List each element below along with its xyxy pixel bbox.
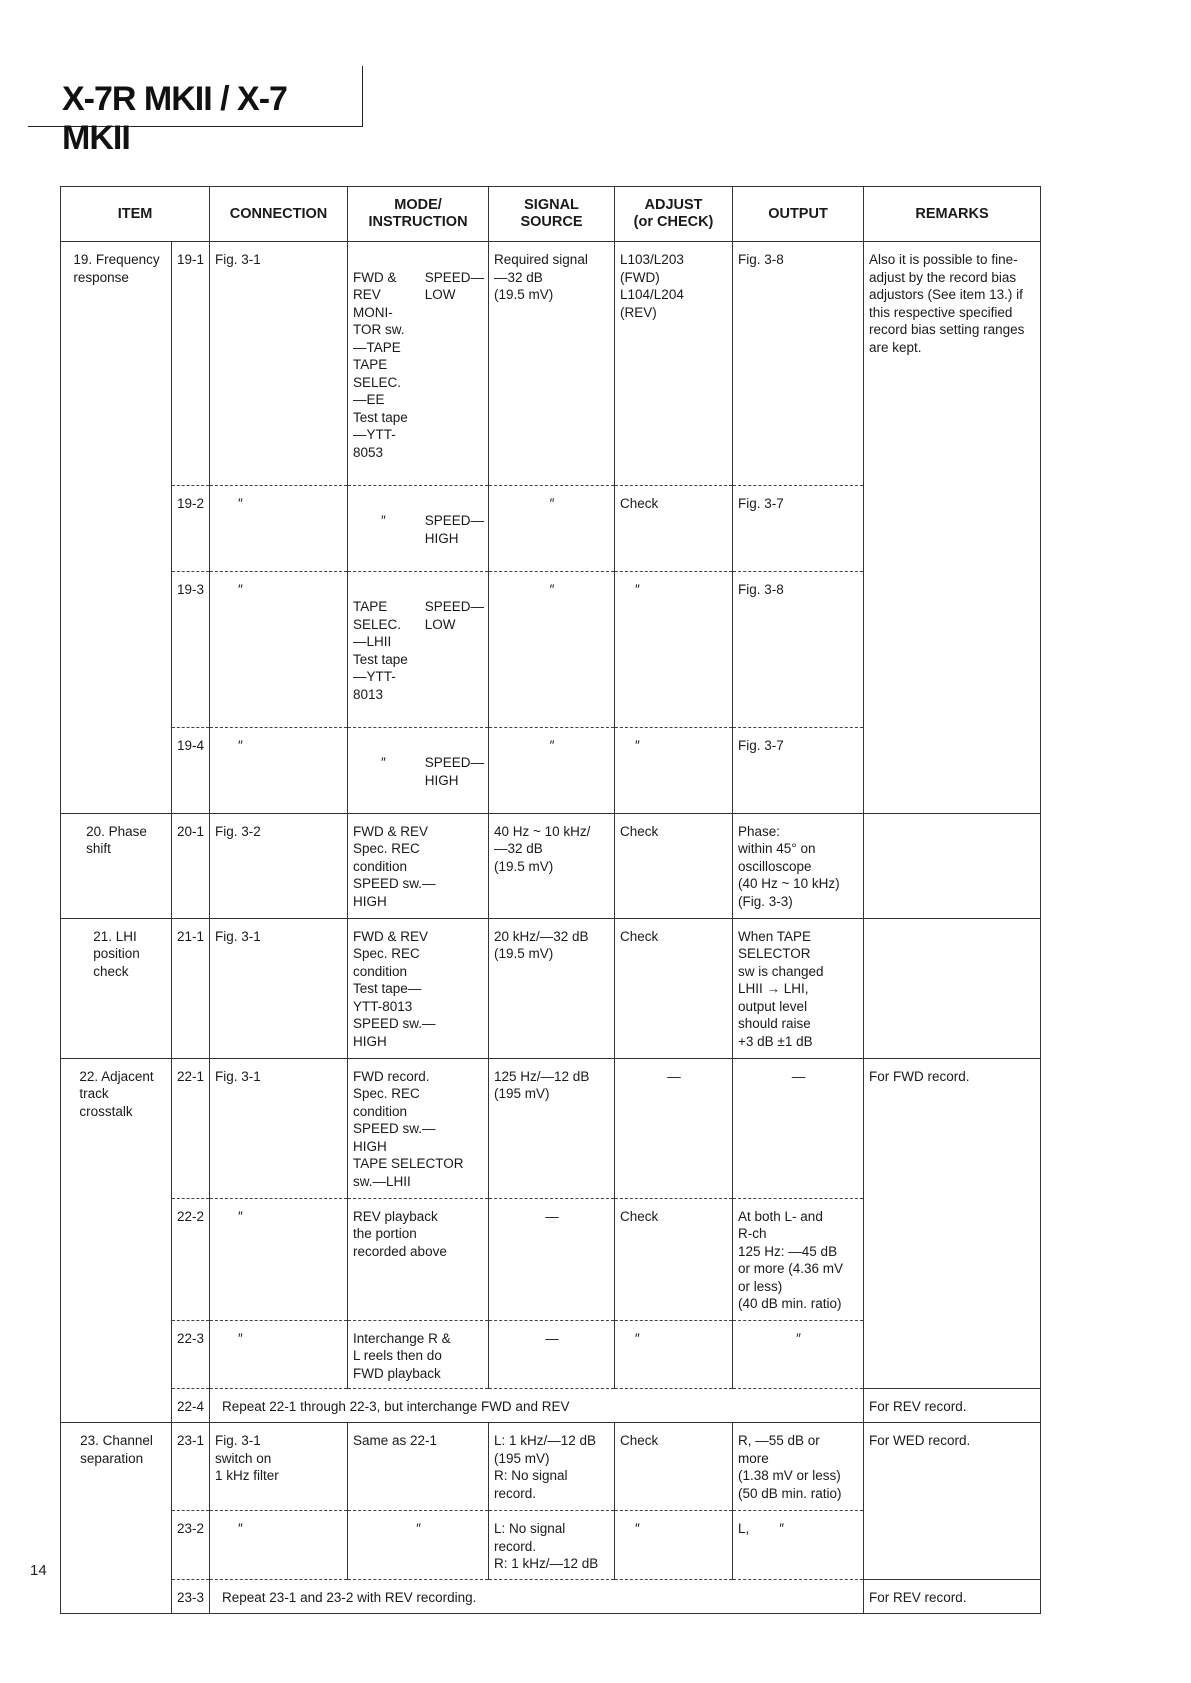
item-cell [61, 242, 172, 814]
remarks-cell: For REV record. [864, 1389, 1041, 1423]
mode-cell [348, 571, 489, 727]
col-connection: CONNECTION [210, 187, 348, 242]
step-number: 23-3 [172, 1579, 210, 1613]
item-cell [61, 1423, 172, 1614]
output-cell: Fig. 3-7 [733, 485, 864, 571]
speed-text: SPEED— HIGH [424, 513, 485, 546]
mode-text: ″ [381, 513, 386, 528]
output-cell: Fig. 3-8 [733, 242, 864, 486]
col-output: OUTPUT [733, 187, 864, 242]
connection-cell: ″ [210, 1511, 348, 1580]
mode-cell: FWD & REV Spec. REC condition SPEED sw.— HIGH [348, 813, 489, 918]
connection-cell: ″ [210, 1320, 348, 1389]
page-number: 14 [30, 1562, 47, 1579]
signal-cell: 20 kHz/—32 dB (19.5 mV) [489, 918, 615, 1058]
table-row [61, 242, 1041, 486]
connection-cell: ″ [210, 1198, 348, 1320]
table-row [61, 813, 1041, 918]
remarks-cell [864, 918, 1041, 1058]
signal-cell: L: No signal record. R: 1 kHz/—12 dB [489, 1511, 615, 1580]
signal-cell: ″ [489, 727, 615, 813]
signal-cell: — [489, 1320, 615, 1389]
speed-text: SPEED— LOW [424, 269, 485, 302]
step-number: 22-1 [172, 1058, 210, 1198]
speed-text: SPEED— LOW [424, 599, 485, 632]
output-cell: ″ [733, 1320, 864, 1389]
adjust-cell: Check [615, 485, 733, 571]
adjust-cell: Check [615, 1423, 733, 1511]
col-adjust: ADJUST (or CHECK) [615, 187, 733, 242]
item-label: 21. LHI position check [93, 928, 140, 979]
step-number: 19-1 [172, 242, 210, 486]
col-remarks: REMARKS [864, 187, 1041, 242]
mode-text: TAPE SELEC. —LHII Test tape —YTT- 8013 [353, 599, 408, 702]
step-number: 22-4 [172, 1389, 210, 1423]
item-cell [61, 918, 172, 1058]
col-signal: SIGNAL SOURCE [489, 187, 615, 242]
remarks-cell: For FWD record. [864, 1058, 1041, 1389]
page-header [28, 66, 363, 157]
signal-cell: 40 Hz ~ 10 kHz/ —32 dB (19.5 mV) [489, 813, 615, 918]
step-number: 23-2 [172, 1511, 210, 1580]
mode-cell: FWD & REV Spec. REC condition Test tape— YTT-8013 SPEED sw.— HIGH [348, 918, 489, 1058]
connection-cell: ″ [210, 485, 348, 571]
output-cell: Phase: within 45° on oscilloscope (40 Hz ~ 10 kHz) (Fig. 3-3) [733, 813, 864, 918]
table-row [61, 1058, 1041, 1198]
output-cell: Fig. 3-7 [733, 727, 864, 813]
connection-cell: Fig. 3-2 [210, 813, 348, 918]
col-item: ITEM [61, 187, 210, 242]
connection-cell: ″ [210, 571, 348, 727]
speed-text: SPEED— HIGH [424, 755, 485, 788]
signal-cell: 125 Hz/—12 dB (195 mV) [489, 1058, 615, 1198]
adjust-cell: ″ [615, 1320, 733, 1389]
table-row [61, 1389, 1041, 1423]
item-cell [61, 813, 172, 918]
adjust-cell: Check [615, 813, 733, 918]
adjustment-table [60, 186, 1041, 1614]
output-cell: At both L- and R-ch 125 Hz: —45 dB or more (4.36 mV or less) (40 dB min. ratio) [733, 1198, 864, 1320]
output-cell: When TAPE SELECTOR sw is changed LHII → LHI, output level should raise +3 dB ±1 dB [733, 918, 864, 1058]
connection-cell: Fig. 3-1 [210, 242, 348, 486]
step-number: 21-1 [172, 918, 210, 1058]
signal-cell: Required signal —32 dB (19.5 mV) [489, 242, 615, 486]
step-number: 22-2 [172, 1198, 210, 1320]
repeat-instruction: Repeat 22-1 through 22-3, but interchange FWD and REV [210, 1389, 864, 1423]
mode-cell [348, 485, 489, 571]
model-title: X-7R MKII / X-7 MKII [62, 80, 287, 157]
item-label: 23. Channel separation [80, 1433, 153, 1466]
repeat-instruction: Repeat 23-1 and 23-2 with REV recording. [210, 1579, 864, 1613]
table-row [61, 1579, 1041, 1613]
mode-cell: Same as 22-1 [348, 1423, 489, 1511]
output-cell: Fig. 3-8 [733, 571, 864, 727]
mode-text: ″ [381, 755, 386, 770]
table-row [61, 1423, 1041, 1511]
step-number: 22-3 [172, 1320, 210, 1389]
step-number: 20-1 [172, 813, 210, 918]
mode-cell: FWD record. Spec. REC condition SPEED sw.— HIGH TAPE SELECTOR sw.—LHII [348, 1058, 489, 1198]
step-number: 19-3 [172, 571, 210, 727]
remarks-cell: For WED record. [864, 1423, 1041, 1580]
step-number: 19-4 [172, 727, 210, 813]
adjust-cell: Check [615, 918, 733, 1058]
connection-cell: Fig. 3-1 switch on 1 kHz filter [210, 1423, 348, 1511]
adjust-cell: ″ [615, 571, 733, 727]
adjust-cell: ″ [615, 727, 733, 813]
mode-cell: REV playback the portion recorded above [348, 1198, 489, 1320]
remarks-cell: Also it is possible to fine-adjust by the record bias adjustors (See item 13.) if this respective specified record bias setting ranges are kept. [864, 242, 1041, 814]
connection-cell: ″ [210, 727, 348, 813]
output-cell: — [733, 1058, 864, 1198]
signal-cell: ″ [489, 571, 615, 727]
item-label: 22. Adjacent track crosstalk [79, 1068, 154, 1119]
remarks-cell [864, 813, 1041, 918]
signal-cell: — [489, 1198, 615, 1320]
adjust-cell: Check [615, 1198, 733, 1320]
output-cell: R, —55 dB or more (1.38 mV or less) (50 dB min. ratio) [733, 1423, 864, 1511]
header-row [61, 187, 1041, 242]
signal-cell: L: 1 kHz/—12 dB (195 mV) R: No signal record. [489, 1423, 615, 1511]
step-number: 23-1 [172, 1423, 210, 1511]
connection-cell: Fig. 3-1 [210, 918, 348, 1058]
adjust-cell: L103/L203 (FWD) L104/L204 (REV) [615, 242, 733, 486]
item-label: 20. Phase shift [86, 823, 147, 856]
adjust-cell: — [615, 1058, 733, 1198]
item-cell [61, 1058, 172, 1423]
mode-text: FWD & REV MONI- TOR sw. —TAPE TAPE SELEC. —EE Test tape —YTT- 8053 [353, 269, 408, 460]
col-mode: MODE/ INSTRUCTION [348, 187, 489, 242]
mode-cell: ″ [348, 1511, 489, 1580]
mode-cell [348, 727, 489, 813]
table-row [61, 918, 1041, 1058]
output-cell: L, ″ [733, 1511, 864, 1580]
adjust-cell: ″ [615, 1511, 733, 1580]
mode-cell [348, 242, 489, 486]
connection-cell: Fig. 3-1 [210, 1058, 348, 1198]
item-label: 19. Frequency response [73, 252, 160, 285]
signal-cell: ″ [489, 485, 615, 571]
remarks-cell: For REV record. [864, 1579, 1041, 1613]
mode-cell: Interchange R & L reels then do FWD playback [348, 1320, 489, 1389]
step-number: 19-2 [172, 485, 210, 571]
